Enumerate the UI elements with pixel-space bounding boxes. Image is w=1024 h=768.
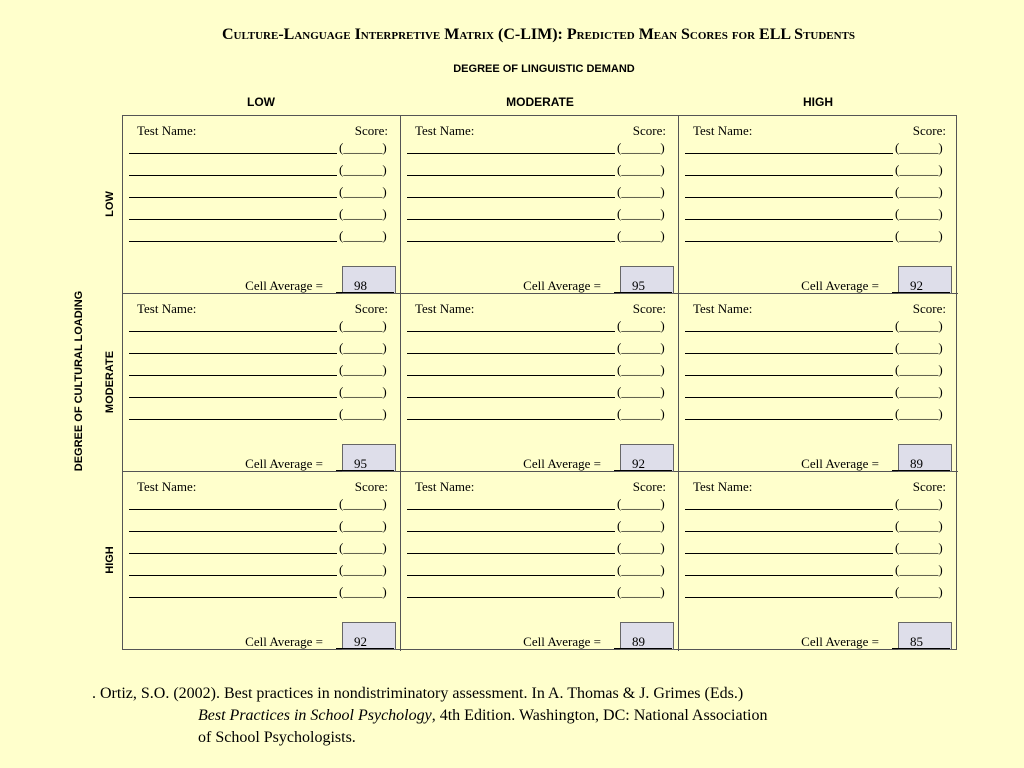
cell-average-box xyxy=(898,266,952,294)
score-blank[interactable]: (______) xyxy=(339,384,387,399)
test-name-blank[interactable] xyxy=(685,495,893,510)
score-blank[interactable]: (______) xyxy=(895,540,943,555)
citation-book-title: Best Practices in School Psychology xyxy=(198,707,432,724)
cell-average-box xyxy=(342,444,396,472)
cell-average-box xyxy=(898,444,952,472)
cell-average-value: 89 xyxy=(910,456,923,471)
score-blank[interactable]: (______) xyxy=(339,228,387,243)
column-header-high: HIGH xyxy=(803,95,833,109)
cell-average-label: Cell Average = xyxy=(523,456,601,471)
test-name-blank[interactable] xyxy=(407,583,615,598)
test-name-label: Test Name: xyxy=(137,123,197,138)
test-name-blank[interactable] xyxy=(685,161,893,176)
cell-average-label: Cell Average = xyxy=(801,278,879,293)
test-name-label: Test Name: xyxy=(693,479,753,494)
score-label: Score: xyxy=(912,479,946,494)
test-name-blank[interactable] xyxy=(685,517,893,532)
test-name-blank[interactable] xyxy=(129,583,337,598)
score-label: Score: xyxy=(632,123,666,138)
score-blank[interactable]: (______) xyxy=(617,318,665,333)
matrix-cell-moderate-high xyxy=(679,294,958,472)
matrix-cell-high-moderate xyxy=(401,472,679,651)
page-title: Culture-Language Interpretive Matrix (C-LIM): Predicted Mean Scores for ELL Students xyxy=(221,26,856,43)
citation-line-2-rest: , 4th Edition. Washington, DC: National Association xyxy=(431,707,768,724)
score-label: Score: xyxy=(354,301,388,316)
test-name-blank[interactable] xyxy=(407,183,615,198)
score-blank[interactable]: (______) xyxy=(617,162,665,177)
test-name-blank[interactable] xyxy=(407,517,615,532)
score-blank[interactable]: (______) xyxy=(617,140,665,155)
test-name-blank[interactable] xyxy=(685,539,893,554)
score-label: Score: xyxy=(632,479,666,494)
test-name-blank[interactable] xyxy=(407,383,615,398)
test-name-blank[interactable] xyxy=(129,227,337,242)
score-blank[interactable]: (______) xyxy=(339,496,387,511)
column-header-moderate: MODERATE xyxy=(506,95,574,109)
test-name-blank[interactable] xyxy=(685,227,893,242)
cell-average-value: 95 xyxy=(354,456,367,471)
score-blank[interactable]: (______) xyxy=(617,184,665,199)
test-name-blank[interactable] xyxy=(407,405,615,420)
row-header-high: HIGH xyxy=(104,546,116,574)
test-name-blank[interactable] xyxy=(407,361,615,376)
test-name-blank[interactable] xyxy=(129,539,337,554)
test-name-blank[interactable] xyxy=(685,561,893,576)
score-blank[interactable]: (______) xyxy=(895,206,943,221)
score-blank[interactable]: (______) xyxy=(339,318,387,333)
score-blank[interactable]: (______) xyxy=(617,384,665,399)
score-blank[interactable]: (______) xyxy=(895,584,943,599)
matrix-cell-moderate-moderate xyxy=(401,294,679,472)
test-name-blank[interactable] xyxy=(129,495,337,510)
score-blank[interactable]: (______) xyxy=(617,340,665,355)
test-name-blank[interactable] xyxy=(129,183,337,198)
cell-average-label: Cell Average = xyxy=(801,456,879,471)
test-name-blank[interactable] xyxy=(129,361,337,376)
test-name-blank[interactable] xyxy=(407,317,615,332)
cell-average-value: 92 xyxy=(910,278,923,293)
test-name-blank[interactable] xyxy=(685,361,893,376)
test-name-blank[interactable] xyxy=(129,317,337,332)
score-blank[interactable]: (______) xyxy=(339,540,387,555)
cell-average-value: 98 xyxy=(354,278,367,293)
test-name-blank[interactable] xyxy=(129,339,337,354)
cell-average-value: 92 xyxy=(354,634,367,649)
score-blank[interactable]: (______) xyxy=(895,318,943,333)
matrix-cell-high-high xyxy=(679,472,958,651)
cell-average-value: 89 xyxy=(632,634,645,649)
test-name-blank[interactable] xyxy=(685,383,893,398)
score-blank[interactable]: (______) xyxy=(895,496,943,511)
matrix-cell-low-moderate xyxy=(401,116,679,294)
matrix-cell-moderate-low xyxy=(123,294,401,472)
score-label: Score: xyxy=(354,123,388,138)
score-blank[interactable]: (______) xyxy=(339,162,387,177)
score-blank[interactable]: (______) xyxy=(339,406,387,421)
matrix-cell-low-low xyxy=(123,116,401,294)
score-blank[interactable]: (______) xyxy=(339,206,387,221)
test-name-label: Test Name: xyxy=(693,123,753,138)
score-blank[interactable]: (______) xyxy=(895,362,943,377)
score-blank[interactable]: (______) xyxy=(339,562,387,577)
test-name-blank[interactable] xyxy=(129,405,337,420)
score-blank[interactable]: (______) xyxy=(895,384,943,399)
score-blank[interactable]: (______) xyxy=(895,406,943,421)
cell-average-box xyxy=(898,622,952,650)
test-name-blank[interactable] xyxy=(129,383,337,398)
test-name-label: Test Name: xyxy=(415,479,475,494)
row-header-moderate: MODERATE xyxy=(104,350,116,414)
test-name-blank[interactable] xyxy=(129,561,337,576)
cultural-loading-heading: DEGREE OF CULTURAL LOADING xyxy=(73,290,85,472)
test-name-blank[interactable] xyxy=(407,539,615,554)
test-name-label: Test Name: xyxy=(137,301,197,316)
score-blank[interactable]: (______) xyxy=(339,362,387,377)
cell-average-label: Cell Average = xyxy=(523,634,601,649)
score-label: Score: xyxy=(912,301,946,316)
test-name-blank[interactable] xyxy=(685,583,893,598)
citation-line-2 xyxy=(92,705,992,727)
test-name-blank[interactable] xyxy=(129,517,337,532)
citation-line-3: of School Psychologists. xyxy=(198,729,356,746)
row-header-low: LOW xyxy=(104,191,116,217)
score-blank[interactable]: (______) xyxy=(617,584,665,599)
score-blank[interactable]: (______) xyxy=(895,228,943,243)
score-label: Score: xyxy=(912,123,946,138)
score-blank[interactable]: (______) xyxy=(339,340,387,355)
score-blank[interactable]: (______) xyxy=(895,518,943,533)
test-name-blank[interactable] xyxy=(129,139,337,154)
matrix-cell-low-high xyxy=(679,116,958,294)
matrix-grid xyxy=(122,115,957,650)
column-header-low: LOW xyxy=(247,95,275,109)
score-blank[interactable]: (______) xyxy=(617,362,665,377)
score-blank[interactable]: (______) xyxy=(895,140,943,155)
score-blank[interactable]: (______) xyxy=(895,562,943,577)
test-name-blank[interactable] xyxy=(407,205,615,220)
test-name-blank[interactable] xyxy=(407,139,615,154)
linguistic-demand-heading: DEGREE OF LINGUISTIC DEMAND xyxy=(453,63,635,75)
citation xyxy=(92,683,992,749)
score-blank[interactable]: (______) xyxy=(617,540,665,555)
cell-average-box xyxy=(342,622,396,650)
cell-average-box xyxy=(620,444,674,472)
score-blank[interactable]: (______) xyxy=(617,228,665,243)
test-name-blank[interactable] xyxy=(685,405,893,420)
matrix-cell-high-low xyxy=(123,472,401,651)
score-blank[interactable]: (______) xyxy=(617,206,665,221)
test-name-label: Test Name: xyxy=(415,123,475,138)
test-name-blank[interactable] xyxy=(407,339,615,354)
score-label: Score: xyxy=(354,479,388,494)
cell-average-label: Cell Average = xyxy=(245,278,323,293)
score-blank[interactable]: (______) xyxy=(895,162,943,177)
citation-line-1: . Ortiz, S.O. (2002). Best practices in nondistriminatory assessment. In A. Thomas & J. Grimes (Eds.) xyxy=(92,685,744,702)
test-name-blank[interactable] xyxy=(685,339,893,354)
cell-average-box xyxy=(620,622,674,650)
cell-average-value: 85 xyxy=(910,634,923,649)
test-name-blank[interactable] xyxy=(407,495,615,510)
test-name-label: Test Name: xyxy=(415,301,475,316)
score-blank[interactable]: (______) xyxy=(617,518,665,533)
cell-average-label: Cell Average = xyxy=(245,634,323,649)
score-label: Score: xyxy=(632,301,666,316)
test-name-blank[interactable] xyxy=(685,183,893,198)
test-name-blank[interactable] xyxy=(685,205,893,220)
test-name-blank[interactable] xyxy=(407,227,615,242)
cell-average-label: Cell Average = xyxy=(245,456,323,471)
cell-average-value: 92 xyxy=(632,456,645,471)
cell-average-label: Cell Average = xyxy=(801,634,879,649)
score-blank[interactable]: (______) xyxy=(895,340,943,355)
cell-average-value: 95 xyxy=(632,278,645,293)
test-name-label: Test Name: xyxy=(137,479,197,494)
score-blank[interactable]: (______) xyxy=(339,584,387,599)
score-blank[interactable]: (______) xyxy=(339,140,387,155)
test-name-blank[interactable] xyxy=(129,161,337,176)
score-blank[interactable]: (______) xyxy=(617,496,665,511)
cell-average-box xyxy=(620,266,674,294)
test-name-blank[interactable] xyxy=(685,139,893,154)
test-name-blank[interactable] xyxy=(407,561,615,576)
score-blank[interactable]: (______) xyxy=(617,562,665,577)
test-name-blank[interactable] xyxy=(407,161,615,176)
cell-average-label: Cell Average = xyxy=(523,278,601,293)
score-blank[interactable]: (______) xyxy=(339,184,387,199)
score-blank[interactable]: (______) xyxy=(339,518,387,533)
cell-average-box xyxy=(342,266,396,294)
test-name-label: Test Name: xyxy=(693,301,753,316)
score-blank[interactable]: (______) xyxy=(617,406,665,421)
score-blank[interactable]: (______) xyxy=(895,184,943,199)
test-name-blank[interactable] xyxy=(129,205,337,220)
test-name-blank[interactable] xyxy=(685,317,893,332)
